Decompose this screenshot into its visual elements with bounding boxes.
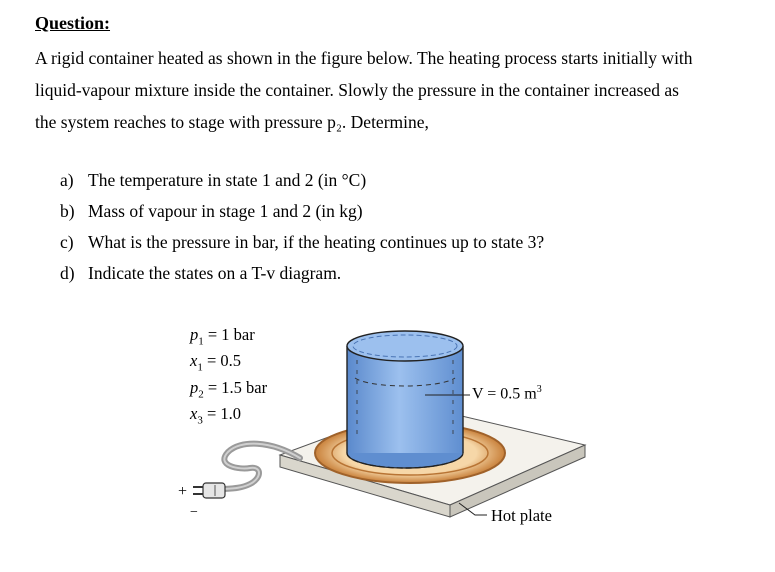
list-marker: c) — [60, 232, 74, 252]
paragraph-line: liquid-vapour mixture inside the container. Slowly the pressure in the container increased as — [35, 80, 679, 100]
plug-plus-sign: + — [178, 483, 188, 500]
list-marker: a) — [60, 170, 74, 190]
list-item-text: The temperature in state 1 and 2 (in °C) — [88, 170, 367, 190]
list-marker: b) — [60, 201, 75, 221]
volume-label: V = 0.5 $m^3$ — [472, 384, 542, 403]
list-marker: d) — [60, 263, 75, 283]
rigid-container — [347, 331, 463, 468]
paragraph-line: A rigid container heated as shown in the figure below. The heating process starts initially with — [35, 48, 693, 68]
plug-icon — [193, 483, 225, 498]
paragraph-line: the system reaches to stage with pressure p₂. Determine, — [35, 112, 429, 132]
list-item-text: Indicate the states on a T-v diagram. — [88, 263, 342, 283]
list-item-text: Mass of vapour in stage 1 and 2 (in kg) — [88, 201, 363, 221]
given-line: $x_1 = 0.5$ — [190, 351, 242, 374]
given-line: $x_3 = 1.0$ — [190, 403, 242, 427]
given-line: $p_2 = 1.5$ bar — [190, 377, 268, 400]
given-line: $p_1 = 1$ bar — [190, 325, 255, 348]
hot-plate-label: Hot plate — [491, 506, 552, 525]
given-values — [190, 325, 267, 430]
list-item-text: What is the pressure in bar, if the heating continues up to state 3? — [88, 232, 545, 252]
plug-minus-sign: − — [190, 505, 198, 520]
question-heading: Question: — [35, 13, 111, 33]
